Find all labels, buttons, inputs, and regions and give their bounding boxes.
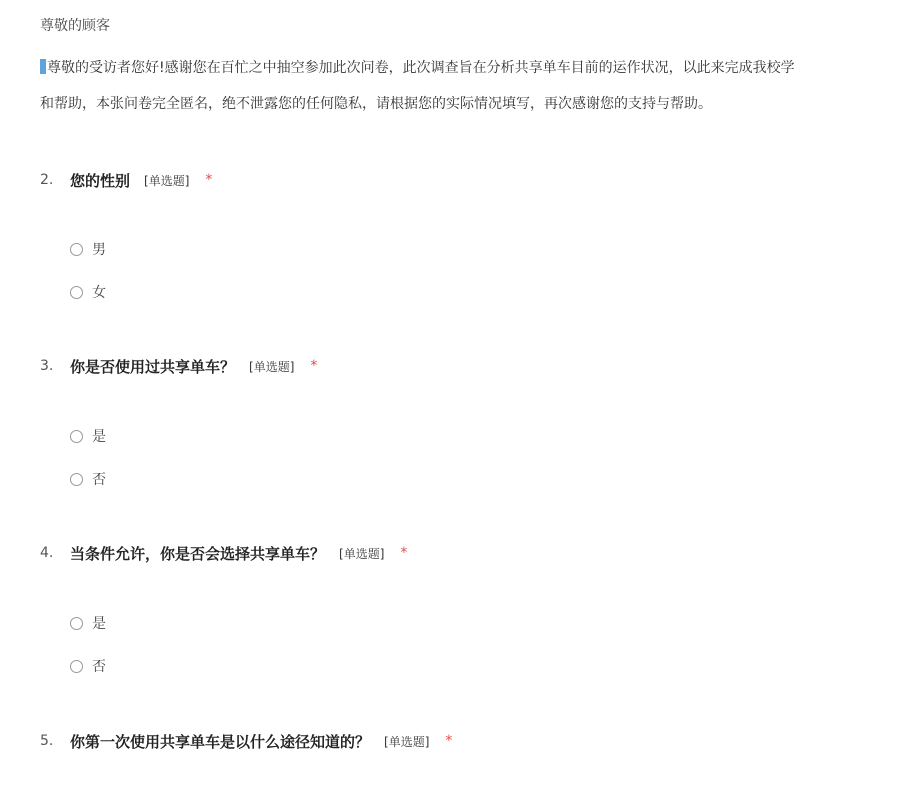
required-marker: * <box>205 172 213 188</box>
question-type-badge: [单选题] <box>144 173 190 188</box>
radio-button[interactable] <box>70 243 83 256</box>
radio-button[interactable] <box>70 660 83 673</box>
question-2 <box>40 168 212 192</box>
question-title: 当条件允许，你是否会选择共享单车？ <box>70 544 326 563</box>
question-title: 你是否使用过共享单车？ <box>70 357 236 376</box>
option-no[interactable] <box>70 656 106 676</box>
option-yes[interactable] <box>70 613 106 633</box>
question-type-badge: [单选题] <box>339 546 385 561</box>
option-label[interactable]: 否 <box>92 472 106 488</box>
question-type-badge: [单选题] <box>384 734 430 749</box>
question-title: 你第一次使用共享单车是以什么途径知道的？ <box>70 732 371 751</box>
question-number: 3. <box>40 358 54 374</box>
radio-button[interactable] <box>70 473 83 486</box>
required-marker: * <box>310 358 318 374</box>
intro-paragraph <box>40 50 900 122</box>
question-number: 4. <box>40 545 54 561</box>
radio-button[interactable] <box>70 430 83 443</box>
option-female[interactable] <box>70 282 106 302</box>
intro-line-2: 和帮助，本张问卷完全匿名，绝不泄露您的任何隐私，请根据您的实际情况填写，再次感谢您的支持与帮助。 <box>40 96 712 112</box>
question-number: 5. <box>40 733 54 749</box>
option-label[interactable]: 否 <box>92 659 106 675</box>
question-4 <box>40 541 407 565</box>
option-label[interactable]: 男 <box>92 242 106 258</box>
question-title: 您的性别 <box>70 171 131 190</box>
intro-line-1: 尊敬的受访者您好!感谢您在百忙之中抽空参加此次问卷，此次调查旨在分析共享单车目前的运作状况，以此来完成我校学 <box>47 60 795 76</box>
option-male[interactable] <box>70 239 106 259</box>
option-yes[interactable] <box>70 426 106 446</box>
question-type-badge: [单选题] <box>249 359 295 374</box>
question-5 <box>40 729 452 753</box>
option-label[interactable]: 是 <box>92 616 106 632</box>
required-marker: * <box>445 733 453 749</box>
required-marker: * <box>400 545 408 561</box>
greeting-title: 尊敬的顾客 <box>40 18 110 34</box>
question-number: 2. <box>40 172 54 188</box>
option-label[interactable]: 是 <box>92 429 106 445</box>
question-3 <box>40 354 317 378</box>
option-label[interactable]: 女 <box>92 285 106 301</box>
radio-button[interactable] <box>70 617 83 630</box>
radio-button[interactable] <box>70 286 83 299</box>
text-cursor-marker <box>40 59 46 74</box>
option-no[interactable] <box>70 469 106 489</box>
